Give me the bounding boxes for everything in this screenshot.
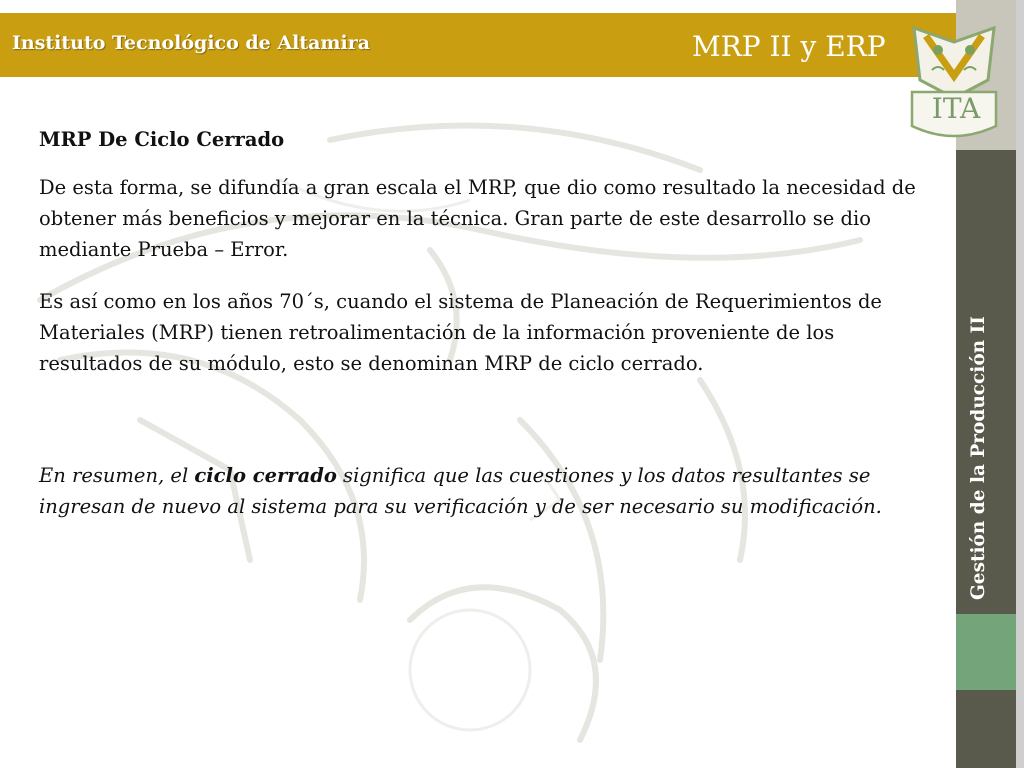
slide-content xyxy=(39,124,919,522)
slide-topic-title: MRP II y ERP xyxy=(692,30,886,63)
edge-strip xyxy=(1016,0,1024,768)
paragraph-1: De esta forma, se difundía a gran escala el MRP, que dio como resultado la necesidad de obtener más beneficios y mejorar en la técnica. Gran parte de este desarrollo se dio mediante Prueba – Error. xyxy=(39,176,916,261)
paragraph-2: Es así como en los años 70´s, cuando el sistema de Planeación de Requerimientos de Materiales (MRP) tienen retroalimentación de la información proveniente de los resultados de su módulo, esto se denominan MRP de ciclo cerrado. xyxy=(39,290,882,375)
summary-suffix: significa que las cuestiones y los datos resultantes se ingresan de nuevo al sistema para su verificación y de ser necesario su modificación. xyxy=(39,464,882,518)
institute-name: Instituto Tecnológico de Altamira xyxy=(12,32,371,54)
logo-text: ITA xyxy=(931,92,981,125)
summary-prefix: En resumen, el xyxy=(39,464,195,487)
sidebar-accent-block xyxy=(956,614,1016,690)
section-heading: MRP De Ciclo Cerrado xyxy=(39,128,285,151)
summary-emphasis: ciclo cerrado xyxy=(194,464,337,487)
course-name-vertical: Gestión de la Producción II xyxy=(968,316,989,600)
summary-paragraph xyxy=(39,460,919,522)
